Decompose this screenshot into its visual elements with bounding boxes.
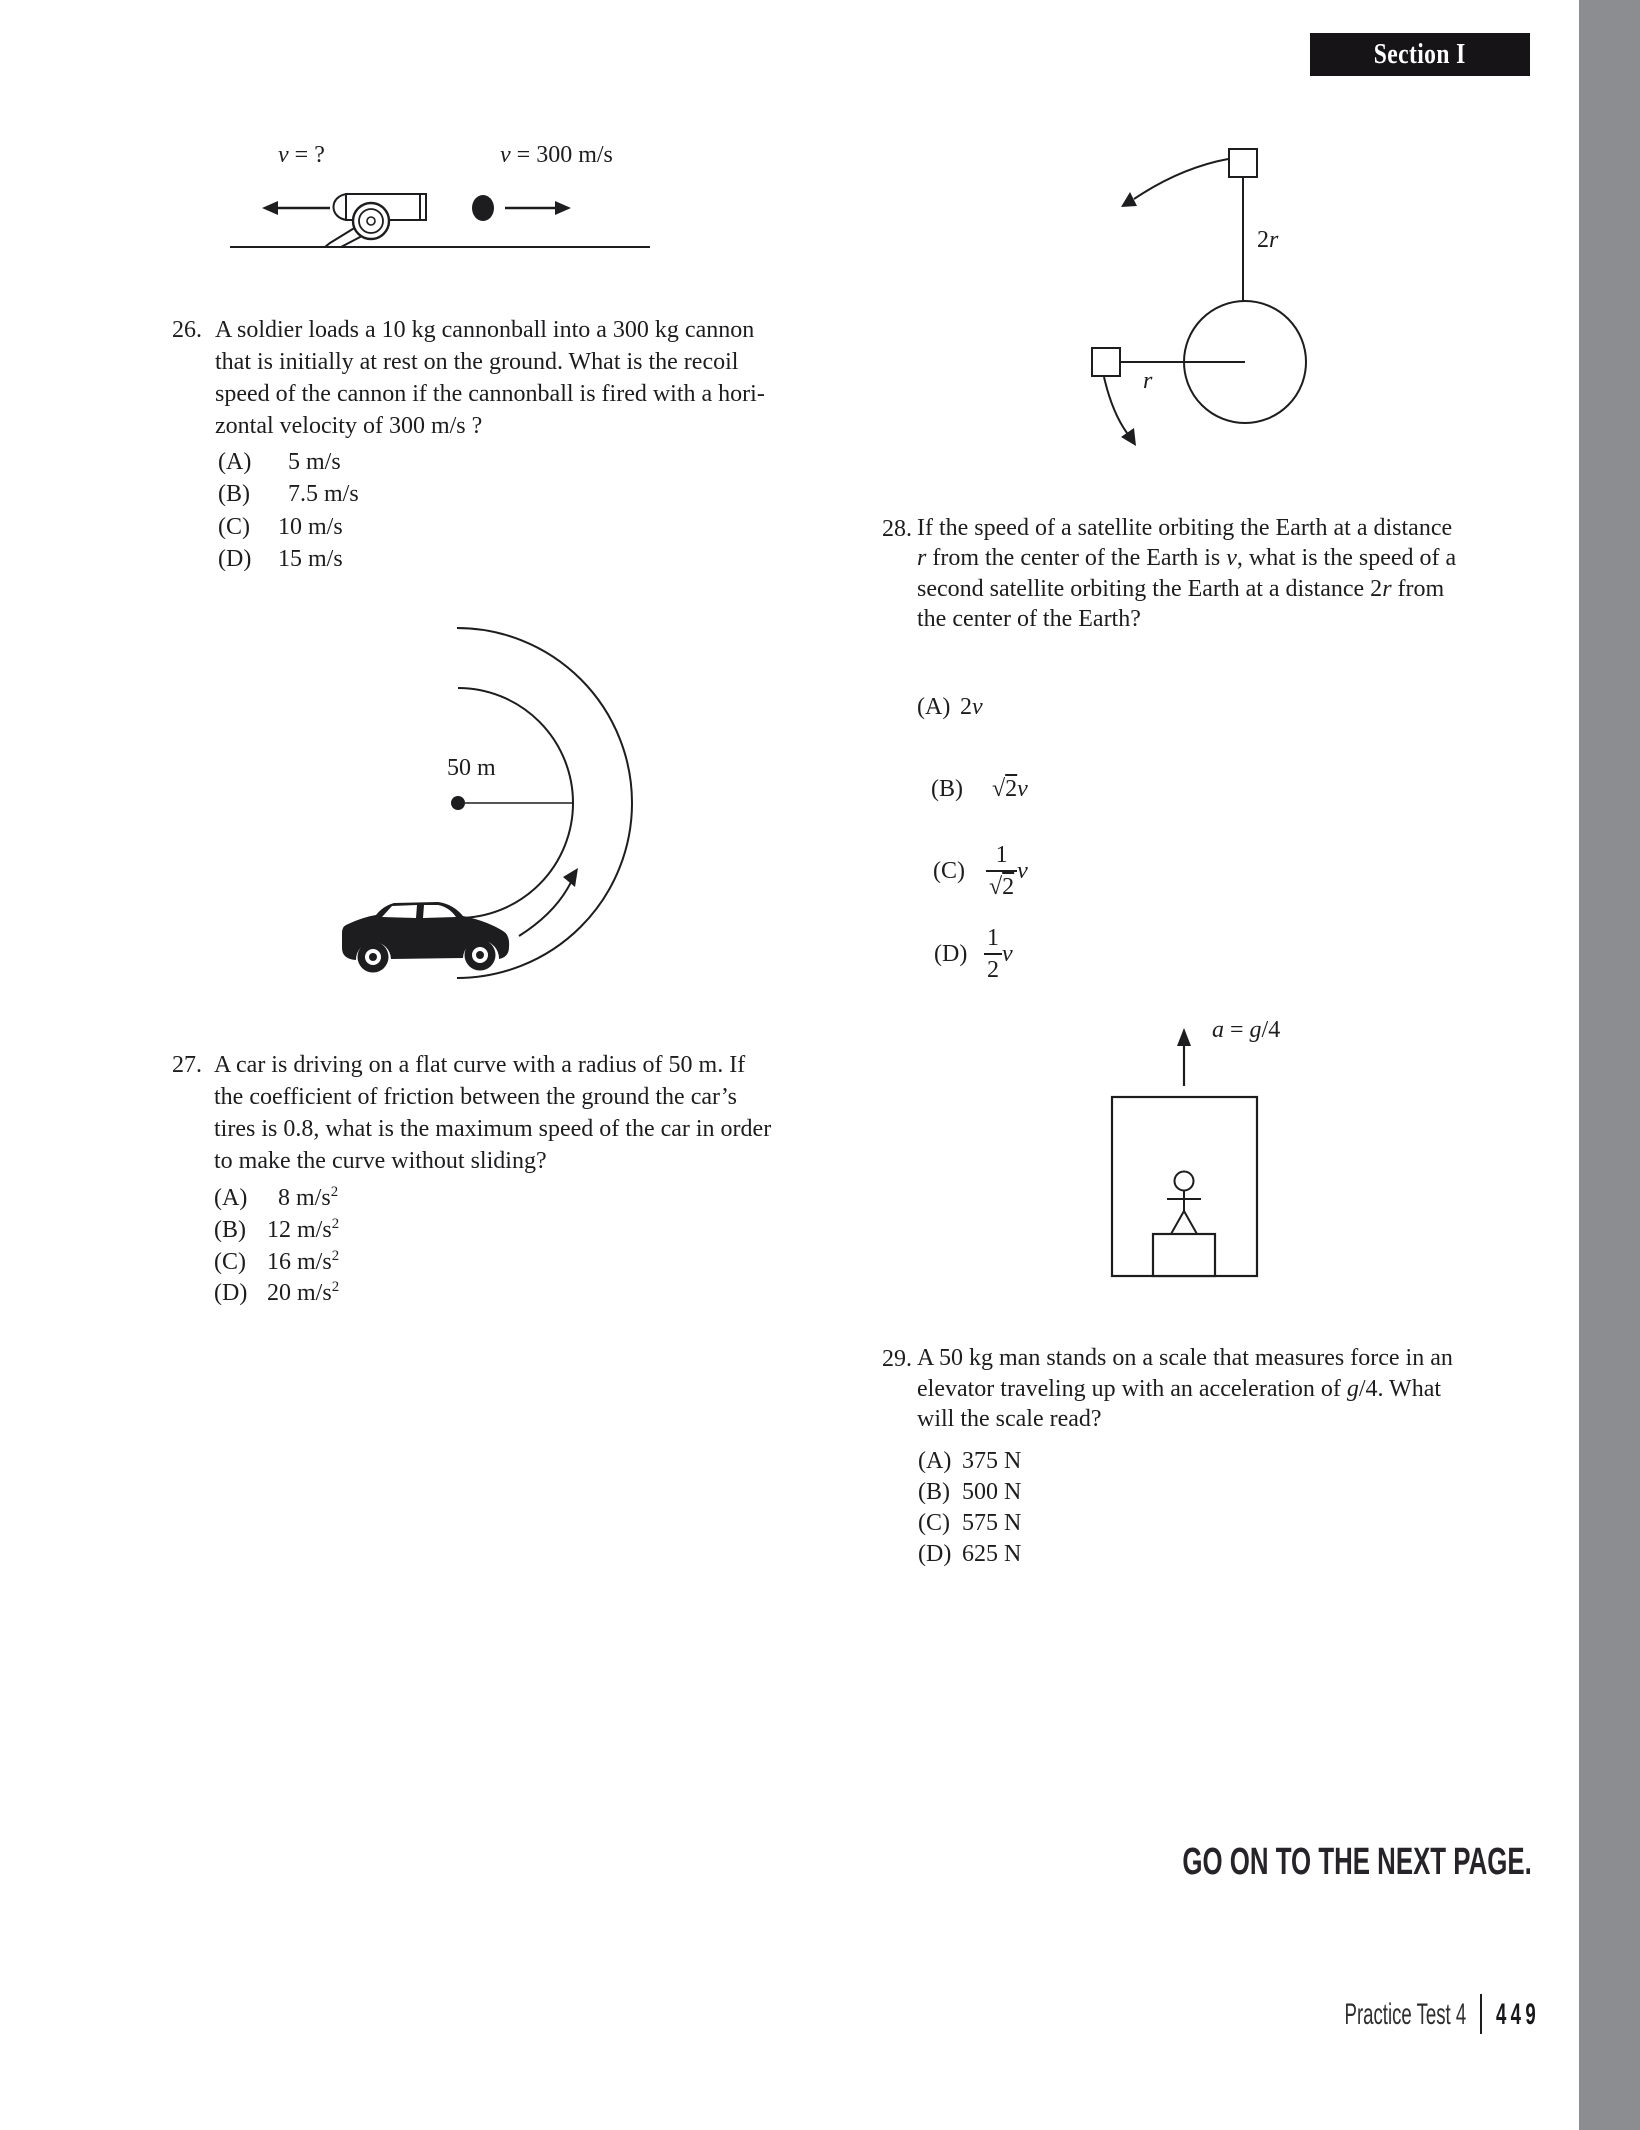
question-27-options <box>214 1183 339 1310</box>
curve-road-figure <box>280 620 650 985</box>
question-line: speed of the cannon if the cannonball is fired with a hori- <box>215 381 765 407</box>
inner-satellite-icon <box>1092 348 1120 376</box>
question-line: A soldier loads a 10 kg cannonball into a 300 kg cannon <box>215 317 755 343</box>
question-line: will the scale read? <box>917 1406 1102 1432</box>
question-line: elevator traveling up with an acceleration of g/4. What <box>917 1375 1442 1402</box>
question-28-text <box>917 513 1456 634</box>
question-line: second satellite orbiting the Earth at a distance 2r from <box>917 575 1445 602</box>
option-26-d[interactable]: (D) 15 m/s <box>218 545 343 572</box>
question-27-number: 27. <box>172 1052 202 1078</box>
cannon-figure <box>225 185 665 255</box>
option-29-c[interactable]: (C) 575 N <box>918 1510 1022 1536</box>
question-line: A 50 kg man stands on a scale that measures force in an <box>917 1345 1453 1371</box>
cannon-icon <box>325 194 426 247</box>
option-28-d[interactable]: (D) $\frac{1}{2}$ v <box>934 925 1013 984</box>
question-27-text <box>214 1049 771 1177</box>
stick-figure-icon <box>1167 1172 1201 1235</box>
question-line: zontal velocity of 300 m/s ? <box>215 413 483 439</box>
fraction: $\frac{1}{√2}$ <box>986 843 1017 900</box>
section-label: Section I <box>1374 38 1466 70</box>
question-line: that is initially at rest on the ground. What is the recoil <box>215 349 739 375</box>
go-on-instruction: GO ON TO THE NEXT PAGE. <box>1182 1841 1532 1883</box>
outer-orbit-radius-label: 2r <box>1257 227 1279 253</box>
option-29-a[interactable]: (A) 375 N <box>918 1448 1022 1474</box>
option-28-c[interactable]: (C) $\frac{1}{√2}$ v <box>933 842 1028 901</box>
cannonball-velocity-label: v = 300 m/s <box>500 142 613 168</box>
question-26-text <box>215 314 765 442</box>
fraction: $\frac{1}{2}$ <box>984 926 1002 983</box>
footer-divider <box>1480 1994 1482 2034</box>
footer-test-name: Practice Test 4 <box>1344 1998 1466 2031</box>
satellite-orbit-figure <box>1085 145 1315 455</box>
footer-page-number: 449 <box>1496 1998 1541 2031</box>
question-26-options <box>218 446 359 575</box>
scale-box <box>1153 1234 1215 1276</box>
option-27-d[interactable]: (D) 20 $m/s^2$ <box>214 1279 340 1307</box>
option-27-a[interactable]: (A) 8 $m/s^2$ <box>214 1184 339 1211</box>
cannonball-icon <box>472 195 494 221</box>
option-29-d[interactable]: (D) 625 N <box>918 1541 1022 1567</box>
outer-satellite-icon <box>1229 149 1257 177</box>
question-line: the coefficient of friction between the ground the car’s <box>214 1084 737 1110</box>
question-28-number: 28. <box>882 516 912 542</box>
question-29-text <box>917 1343 1453 1435</box>
inner-orbit-arrow-icon <box>1104 377 1136 446</box>
car-icon <box>342 902 509 973</box>
cannon-recoil-velocity-label: v = ? <box>278 142 325 168</box>
page-edge-bar <box>1579 0 1640 2130</box>
acceleration-arrow-icon <box>1177 1028 1191 1086</box>
question-line: r from the center of the Earth is v, what is the speed of a <box>917 545 1457 572</box>
elevator-figure <box>1105 1022 1265 1282</box>
question-line: to make the curve without sliding? <box>214 1148 547 1174</box>
option-27-c[interactable]: (C) 16 $m/s^2$ <box>214 1247 340 1275</box>
recoil-arrow-icon <box>262 201 330 215</box>
question-line: A car is driving on a flat curve with a radius of 50 m. If <box>214 1052 746 1078</box>
acceleration-label: a = g/4 <box>1212 1017 1281 1043</box>
radius-label: 50 m <box>447 755 496 781</box>
question-29-number: 29. <box>882 1346 912 1372</box>
option-28-a[interactable]: (A) 2v <box>917 694 983 720</box>
question-line: If the speed of a satellite orbiting the Earth at a distance <box>917 515 1453 541</box>
outer-orbit-arrow-icon <box>1121 159 1228 207</box>
option-26-c[interactable]: (C) 10 m/s <box>218 513 343 540</box>
question-line: the center of the Earth? <box>917 605 1141 632</box>
inner-orbit-radius-label: r <box>1143 368 1153 394</box>
option-26-b[interactable]: (B) 7.5 m/s <box>218 481 359 508</box>
direction-arrow-icon <box>519 868 578 936</box>
muzzle-velocity-arrow-icon <box>505 201 571 215</box>
option-28-b[interactable]: (B) √2v <box>931 776 1028 802</box>
option-29-b[interactable]: (B) 500 N <box>918 1479 1022 1505</box>
question-line: tires is 0.8, what is the maximum speed of the car in order <box>214 1116 772 1142</box>
option-26-a[interactable]: (A) 5 m/s <box>218 449 341 475</box>
center-dot <box>451 796 465 810</box>
section-badge <box>1310 33 1530 76</box>
question-29-options <box>918 1446 1021 1570</box>
question-26-number: 26. <box>172 317 202 343</box>
option-27-b[interactable]: (B) 12 $m/s^2$ <box>214 1215 340 1243</box>
